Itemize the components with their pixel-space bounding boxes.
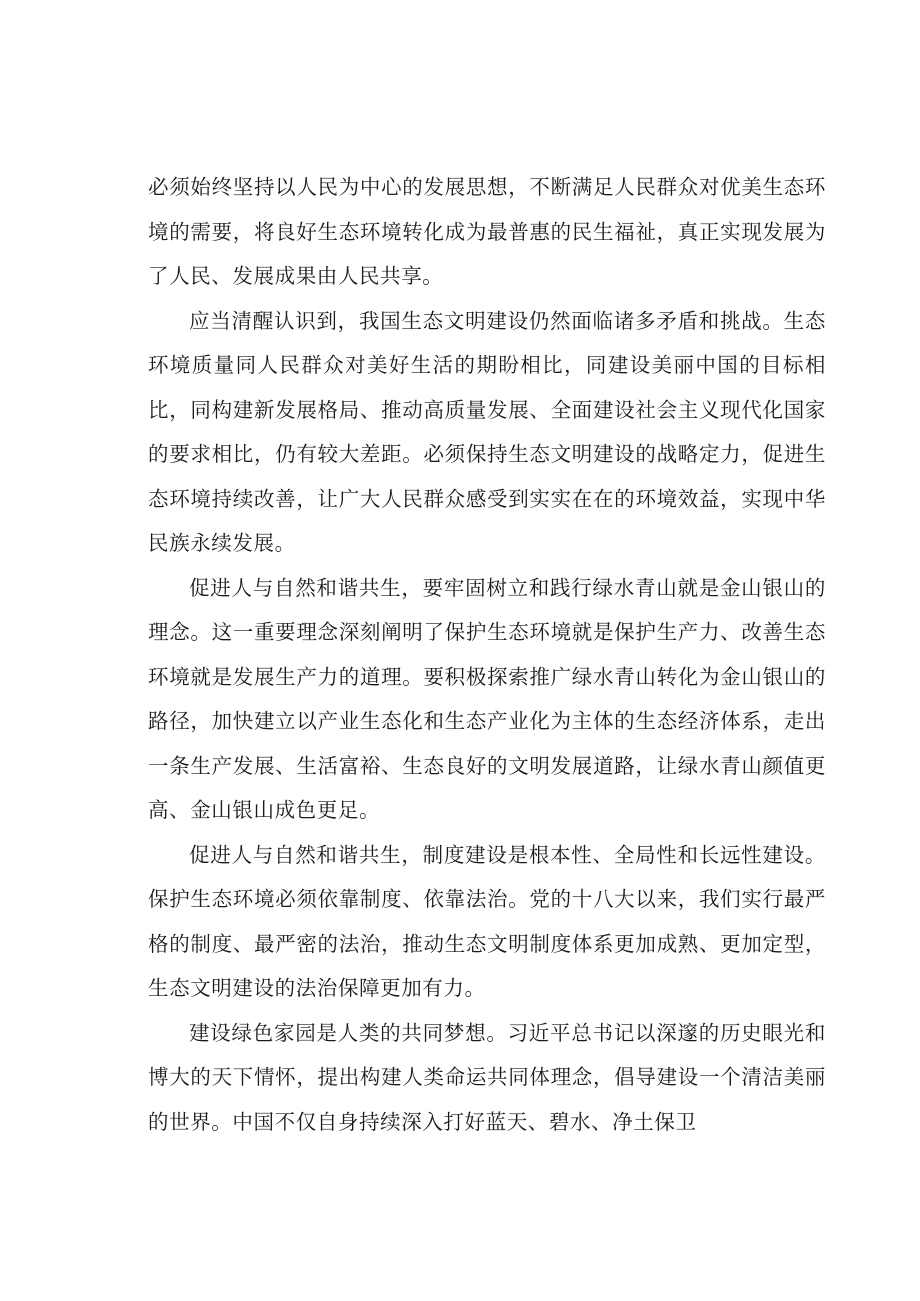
paragraph-5: 建设绿色家园是人类的共同梦想。习近平总书记以深邃的历史眼光和博大的天下情怀，提出构建人类命运共同体理念，倡导建设一个清洁美丽的世界。中国不仅自身持续深入打好蓝天、碧水、净土保卫 bbox=[148, 1020, 826, 1134]
paragraph-1: 必须始终坚持以人民为中心的发展思想，不断满足人民群众对优美生态环境的需要，将良好生态环境转化成为最普惠的民生福祉，真正实现发展为了人民、发展成果由人民共享。 bbox=[148, 175, 826, 288]
paragraph-2: 应当清醒认识到，我国生态文明建设仍然面临诸多矛盾和挑战。生态环境质量同人民群众对美好生活的期盼相比，同建设美丽中国的目标相比，同构建新发展格局、推动高质量发展、全面建设社会主义现代化国家的要求相比，仍有较大差距。必须保持生态文明建设的战略定力，促进生态环境持续改善，让广大人民群众感受到实实在在的环境效益，实现中华民族永续发展。 bbox=[148, 308, 826, 555]
document-body bbox=[148, 165, 826, 1144]
paragraph-3: 促进人与自然和谐共生，要牢固树立和践行绿水青山就是金山银山的理念。这一重要理念深刻阐明了保护生态环境就是保护生产力、改善生态环境就是发展生产力的道理。要积极探索推广绿水青山转化为金山银山的路径，加快建立以产业生态化和生态产业化为主体的生态经济体系，走出一条生产发展、生活富裕、生态良好的文明发展道路，让绿水青山颜值更高、金山银山成色更足。 bbox=[148, 575, 826, 822]
paragraph-4: 促进人与自然和谐共生，制度建设是根本性、全局性和长远性建设。保护生态环境必须依靠制度、依靠法治。党的十八大以来，我们实行最严格的制度、最严密的法治，推动生态文明制度体系更加成熟、更加定型，生态文明建设的法治保障更加有力。 bbox=[148, 842, 826, 1000]
